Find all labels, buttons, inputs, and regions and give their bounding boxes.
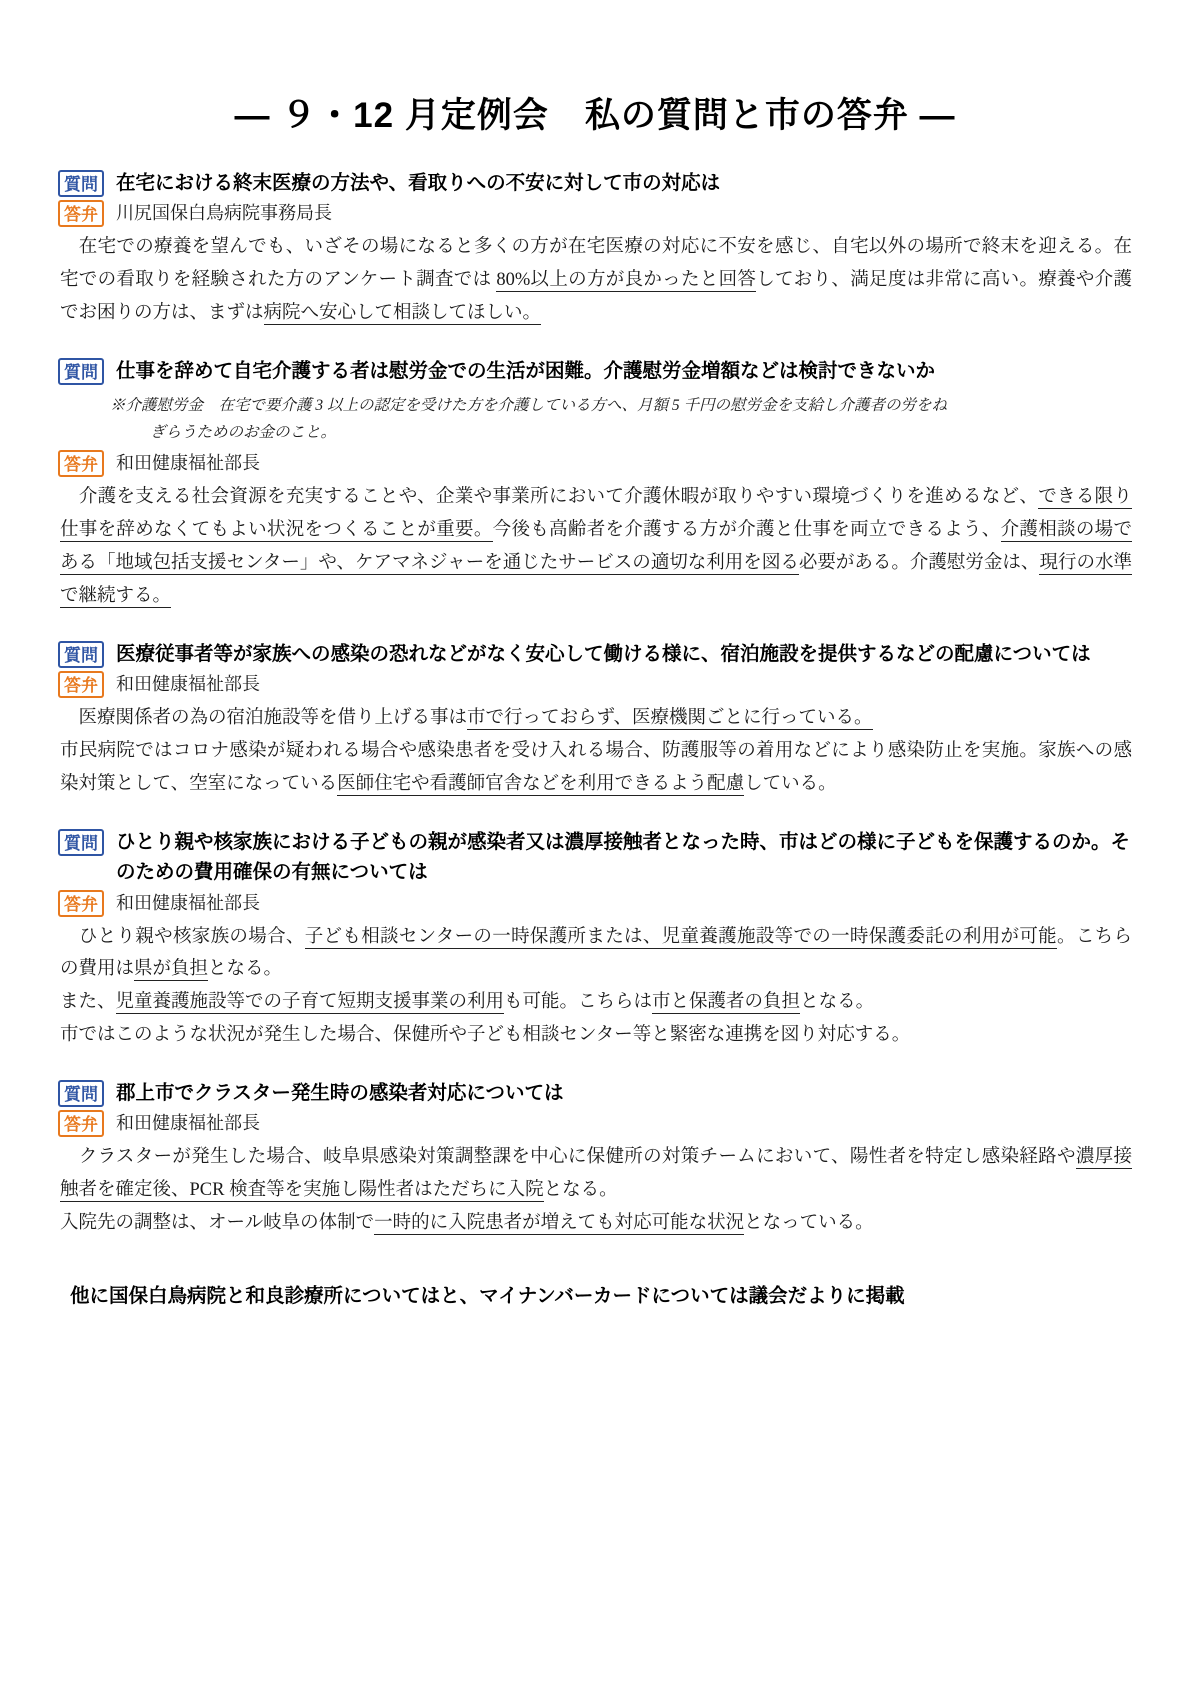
highlighted-text: 80%以上の方が良かったと回答	[496, 270, 757, 291]
body-text-segment: 在宅での療養を望んでも、いざその場になると多くの方が在宅医療の対応に不安を感じ、自宅以外の場所で終末を迎える。在宅での看取りを経験された方のアンケート調査では	[60, 237, 1132, 291]
question-row	[58, 1078, 1132, 1108]
answer-badge: 答弁	[58, 890, 104, 917]
question-badge: 質問	[58, 170, 104, 197]
highlighted-text: 県が負担	[134, 959, 209, 980]
answer-paragraph	[60, 986, 1132, 1019]
answer-paragraph	[60, 1207, 1132, 1240]
body-text-segment: 市ではこのような状況が発生した場合、保健所や子ども相談センター等と緊密な連携を図り対応する。	[60, 1025, 911, 1046]
qa-block	[58, 827, 1132, 1052]
highlighted-text: 市で行っておらず、医療機関ごとに行っている。	[467, 708, 873, 729]
question-row	[58, 356, 1132, 386]
answer-paragraph	[60, 1019, 1132, 1052]
body-text-segment: となっている。	[744, 1213, 874, 1234]
answer-paragraph	[60, 735, 1132, 801]
question-row	[58, 639, 1132, 669]
answer-row	[58, 198, 1132, 227]
question-text: 在宅における終末医療の方法や、看取りへの不安に対して市の対応は	[116, 172, 721, 194]
body-text-segment: も可能。こちらは	[504, 992, 653, 1013]
answer-speaker: 和田健康福祉部長	[116, 892, 260, 913]
qa-blocks-container	[58, 168, 1132, 1240]
body-text-segment: となる。	[543, 1180, 618, 1201]
answer-badge: 答弁	[58, 1110, 104, 1137]
answer-badge: 答弁	[58, 671, 104, 698]
body-text-segment: 必要がある。介護慰労金は、	[798, 553, 1040, 574]
answer-paragraph	[60, 702, 1132, 735]
body-text-segment: 医療関係者の為の宿泊施設等を借り上げる事は	[60, 708, 468, 729]
page-title: ― ９・12 月定例会 私の質問と市の答弁 ―	[234, 96, 956, 135]
question-badge: 質問	[58, 829, 104, 856]
body-text-segment: 市民病院ではコロナ感染が疑われる場合や感染患者を受け入れる場合、防護服等の着用などにより感染防止を実施。家族への感染対策として、空室になっている	[60, 741, 1132, 795]
highlighted-text: 介護相談の場である「地域包括支援センター」や、ケアマネジャーを通じたサービスの適切な利用を図る	[60, 520, 1132, 574]
body-text-segment: 今後も高齢者を介護する方が介護と仕事を両立できるよう、	[492, 520, 1001, 541]
answer-speaker: 和田健康福祉部長	[116, 453, 260, 474]
qa-block	[58, 639, 1132, 801]
qa-block	[58, 356, 1132, 613]
answer-speaker: 川尻国保白鳥病院事務局長	[116, 203, 332, 224]
answer-body	[60, 1141, 1132, 1240]
answer-paragraph	[60, 231, 1132, 330]
question-text: ひとり親や核家族における子どもの親が感染者又は濃厚接触者となった時、市はどの様に子どもを保護するのか。そのための費用確保の有無については	[116, 831, 1131, 884]
body-text-segment: 介護を支える社会資源を充実することや、企業や事業所において介護休暇が取りやすい環境づくりを進めるなど、	[60, 487, 1039, 508]
footnote-line: ※介護慰労金 在宅で要介護 3 以上の認定を受けた方を介護している方へ、月額 5 千円の慰労金を支給し介護者の労をね	[110, 397, 948, 415]
question-text: 医療従事者等が家族への感染の恐れなどがなく安心して働ける様に、宿泊施設を提供するなどの配慮については	[116, 643, 1091, 666]
answer-body	[60, 231, 1132, 330]
qa-block	[58, 168, 1132, 330]
answer-speaker: 和田健康福祉部長	[116, 674, 260, 695]
highlighted-text: 病院へ安心して相談してほしい。	[263, 303, 542, 324]
answer-row	[58, 888, 1132, 917]
body-text-segment: 。こちらの費用は	[60, 926, 1132, 980]
answer-badge: 答弁	[58, 450, 104, 477]
question-text: 郡上市でクラスター発生時の感染者対応については	[116, 1082, 564, 1105]
highlighted-text: 現行の水準で継続する。	[60, 553, 1132, 607]
highlighted-text: できる限り仕事を辞めなくてもよい状況をつくることが重要。	[60, 487, 1132, 541]
question-badge: 質問	[58, 1080, 104, 1107]
highlighted-text: 市と保護者の負担	[652, 992, 801, 1013]
body-text-segment: となる。	[800, 992, 875, 1013]
answer-row	[58, 669, 1132, 698]
question-badge: 質問	[58, 641, 104, 668]
question-text: 仕事を辞めて自宅介護する者は慰労金での生活が困難。介護慰労金増額などは検討できないか	[116, 359, 936, 382]
answer-row	[58, 448, 1132, 477]
question-footnote	[110, 392, 1132, 446]
body-text-segment: している。	[744, 774, 837, 795]
highlighted-text: 一時的に入院患者が増えても対応可能な状況	[374, 1213, 745, 1234]
closing-note: 他に国保白鳥病院と和良診療所についてはと、マイナンバーカードについては議会だよりに掲載	[70, 1285, 905, 1308]
body-text-segment: ひとり親や核家族の場合、	[60, 926, 305, 947]
highlighted-text: 医師住宅や看護師官舎などを利用できるよう配慮	[337, 774, 745, 795]
highlighted-text: 濃厚接触者を確定後、PCR 検査等を実施し陽性者はただちに入院	[60, 1147, 1132, 1201]
answer-body	[60, 702, 1132, 801]
body-text-segment: 入院先の調整は、オール岐阜の体制で	[60, 1213, 375, 1234]
answer-body	[60, 921, 1132, 1053]
question-badge: 質問	[58, 358, 104, 385]
body-text-segment: クラスターが発生した場合、岐阜県感染対策調整課を中心に保健所の対策チームにおいて、陽性者を特定し感染経路や	[60, 1147, 1076, 1168]
answer-paragraph	[60, 921, 1132, 987]
footnote-line: ぎらうためのお金のこと。	[150, 424, 337, 442]
qa-block	[58, 1078, 1132, 1240]
question-row	[58, 827, 1132, 887]
body-text-segment: となる。	[208, 959, 283, 980]
body-text-segment: また、	[60, 992, 116, 1013]
answer-body	[60, 481, 1132, 613]
answer-speaker: 和田健康福祉部長	[116, 1113, 260, 1134]
answer-row	[58, 1108, 1132, 1137]
highlighted-text: 子ども相談センターの一時保護所または、児童養護施設等での一時保護委託の利用が可能	[304, 926, 1057, 947]
highlighted-text: 児童養護施設等での子育て短期支援事業の利用	[115, 992, 505, 1013]
answer-badge: 答弁	[58, 200, 104, 227]
body-text-segment: しており、満足度は非常に高い。療養や介護でお困りの方は、まずは	[60, 270, 1132, 324]
answer-paragraph	[60, 481, 1132, 613]
answer-paragraph	[60, 1141, 1132, 1207]
question-row	[58, 168, 1132, 198]
